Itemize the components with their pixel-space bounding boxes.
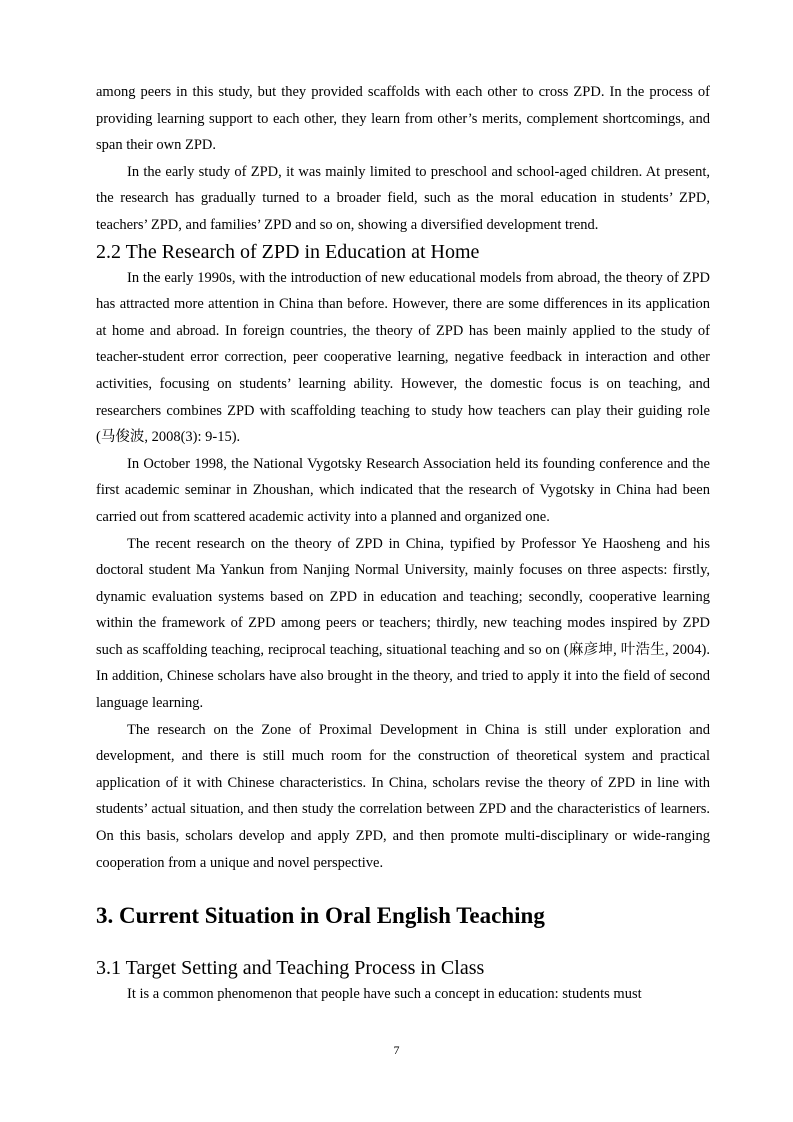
paragraph-early-1990s: In the early 1990s, with the introduction of new educational models from abroad, the theory of ZPD has attracted more attention in China than before. However, there are some differences in its application at home and abroad. In foreign countries, the theory of ZPD has been mainly applied to the study of teacher-student error correction, peer cooperative learning, negative feedback in interaction and other activities, focusing on students’ learning ability. However, the domestic focus is on teaching, and researchers combines ZPD with scaffolding teaching to study how teachers can play their guiding role (马俊波, 2008(3): 9-15). (96, 269, 710, 446)
page-number: 7 (393, 1043, 400, 1057)
section-heading-2-2: 2.2 The Research of ZPD in Education at Home (96, 240, 480, 263)
paragraph-recent-research: The recent research on the theory of ZPD in China, typified by Professor Ye Haosheng and his doctoral student Ma Yankun from Nanjing Normal University, mainly focuses on three aspects: firstly, dynamic evaluation systems based on ZPD in education and teaching; secondly, cooperative learning within the framework of ZPD among peers or teachers; thirdly, new teaching modes inspired by ZPD such as scaffolding teaching, reciprocal teaching, situational teaching and so on (麻彦坤, 叶浩生, 2004). In addition, Chinese scholars have also brought in the theory, and tried to apply it into the field of second language learning. (96, 535, 710, 712)
paragraph-continued: among peers in this study, but they provided scaffolds with each other to cross ZPD. In the process of providing learning support to each other, they learn from other’s merits, complement shortcomings, and span their own ZPD. (96, 84, 710, 154)
section-heading-3-1: 3.1 Target Setting and Teaching Process in Class (96, 957, 485, 980)
page-body (96, 79, 710, 1008)
chapter-heading-3: 3. Current Situation in Oral English Teaching (96, 903, 545, 929)
paragraph-common-phenomenon: It is a common phenomenon that people have such a concept in education: students must (127, 986, 642, 1003)
paragraph-zpd-in-china: The research on the Zone of Proximal Development in China is still under exploration and development, and there is still much room for the construction of theoretical system and practical application of it with Chinese characteristics. In China, scholars revise the theory of ZPD in line with students’ actual situation, and then study the correlation between ZPD and the characteristics of learners. On this basis, scholars develop and apply ZPD, and then promote multi-disciplinary or wide-ranging cooperation from a unique and novel perspective. (96, 721, 710, 871)
paragraph-october-1998: In October 1998, the National Vygotsky Research Association held its founding conference and the first academic seminar in Zhoushan, which indicated that the research of Vygotsky in China had been carried out from scattered academic activity into a planned and organized one. (96, 455, 710, 525)
paragraph-zpd-early-study: In the early study of ZPD, it was mainly limited to preschool and school-aged children. At present, the research has gradually turned to a broader field, such as the moral education in students’ ZPD, teachers’ ZPD, and families’ ZPD and so on, showing a diversified development trend. (96, 163, 710, 233)
